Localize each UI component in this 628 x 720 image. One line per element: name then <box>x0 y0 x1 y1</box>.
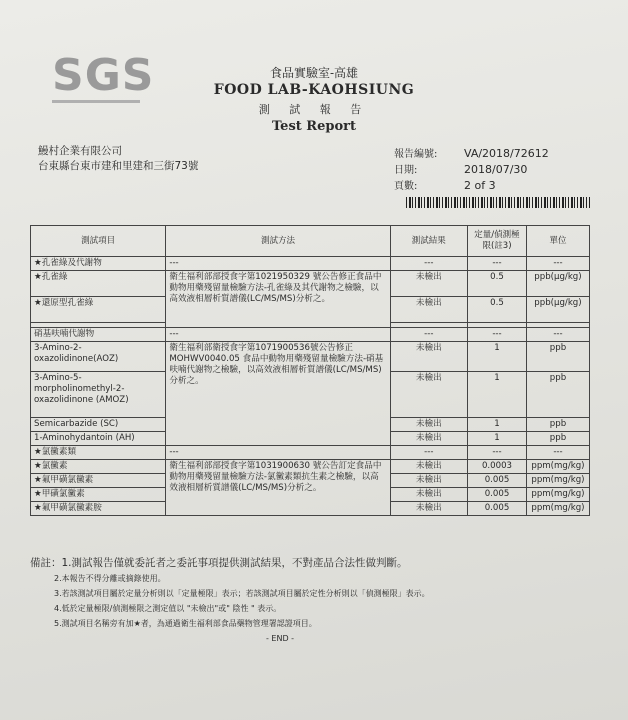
col-header-unit: 單位 <box>526 226 589 257</box>
cell-method: 衛生福利部部授食字第1021950329 號公告修正食品中動物用藥殘留量檢驗方法-孔雀綠及其代謝物之檢驗，以高效液相層析質譜儀(LC/MS/MS)分析之。 <box>166 271 390 328</box>
cell-limit: --- <box>468 328 527 342</box>
cell-unit: ppb <box>526 418 589 432</box>
cell-limit: 0.005 <box>468 488 527 502</box>
cell-limit: 1 <box>468 418 527 432</box>
cell-unit: ppb(μg/kg) <box>526 297 589 323</box>
results-table <box>30 225 590 516</box>
note-4: 4.低於定量極限/偵測極限之測定值以 "未檢出"或" 陰性 " 表示。 <box>54 604 282 613</box>
cell-limit: 0.0003 <box>468 460 527 474</box>
cell-item: 1-Aminohydantoin (AH) <box>31 432 166 446</box>
report-date-label: 日期: <box>394 165 418 176</box>
cell-limit: 1 <box>468 432 527 446</box>
cell-unit: --- <box>526 446 589 460</box>
cell-result: --- <box>390 328 467 342</box>
table-row <box>31 257 590 271</box>
cell-item: ★甲磺氯黴素 <box>31 488 166 502</box>
note-1 <box>30 556 590 571</box>
table-row <box>31 328 590 342</box>
cell-item: ★氟甲磺氯黴素胺 <box>31 502 166 516</box>
cell-result: 未檢出 <box>390 271 467 297</box>
note-5: 5.測試項目名稱旁有加★者，為通過衛生福利部食品藥物管理署認證項目。 <box>54 619 317 628</box>
cell-item: ★孔雀綠 <box>31 271 166 297</box>
note-3: 3.若該測試項目屬於定量分析則以「定量極限」表示；若該測試項目屬於定性分析則以「偵測極限」表示。 <box>54 589 430 598</box>
notes-label: 備註： <box>30 557 62 569</box>
cell-method: --- <box>166 446 390 460</box>
cell-limit: 0.005 <box>468 474 527 488</box>
cell-item: Semicarbazide (SC) <box>31 418 166 432</box>
cell-method: 衛生福利部部授食字第1031900630 號公告訂定食品中動物用藥殘留量檢驗方法-氯黴素類抗生素之檢驗，以高效液相層析質譜儀(LC/MS/MS)分析之。 <box>166 460 390 516</box>
client-name: 鰻村企業有限公司 <box>38 145 122 157</box>
client-address: 台東縣台東市建和里建和三街73號 <box>38 160 199 172</box>
cell-method: 衛生福利部衛授食字第1071900536號公告修正MOHWV0040.05 食品中動物用藥殘留量檢驗方法-硝基呋喃代謝物之檢驗，以高效液相層析質譜儀(LC/MS/MS)分析之。 <box>166 342 390 446</box>
report-page-label: 頁數: <box>394 181 418 192</box>
cell-item: ★孔雀綠及代謝物 <box>31 257 166 271</box>
notes-section <box>30 556 590 646</box>
cell-item: 3-Amino-2-oxazolidinone(AOZ) <box>31 342 166 372</box>
cell-item: ★氟甲磺氯黴素 <box>31 474 166 488</box>
report-title-en: Test Report <box>272 119 356 134</box>
cell-unit: ppm(mg/kg) <box>526 502 589 516</box>
note-1-text: 1.測試報告僅就委託者之委託事項提供測試結果，不對產品合法性做判斷。 <box>61 557 408 569</box>
cell-limit: --- <box>468 446 527 460</box>
cell-result: --- <box>390 257 467 271</box>
cell-result: 未檢出 <box>390 372 467 418</box>
table-row <box>31 271 590 297</box>
cell-unit: ppb <box>526 372 589 418</box>
cell-unit: ppm(mg/kg) <box>526 460 589 474</box>
cell-unit: --- <box>526 328 589 342</box>
report-page <box>394 177 496 192</box>
cell-limit: --- <box>468 257 527 271</box>
col-header-method: 測試方法 <box>166 226 390 257</box>
cell-result: 未檢出 <box>390 502 467 516</box>
cell-unit: ppb(μg/kg) <box>526 271 589 297</box>
cell-result: 未檢出 <box>390 297 467 323</box>
col-header-item: 測試項目 <box>31 226 166 257</box>
cell-item: ★氯黴素 <box>31 460 166 474</box>
report-number-value: VA/2018/72612 <box>464 147 549 160</box>
cell-limit: 1 <box>468 372 527 418</box>
cell-item: ★氯黴素類 <box>31 446 166 460</box>
cell-limit: 0.005 <box>468 502 527 516</box>
cell-result: --- <box>390 446 467 460</box>
report-number-label: 報告編號: <box>394 149 438 160</box>
lab-name-en: FOOD LAB-KAOHSIUNG <box>213 82 415 98</box>
cell-result: 未檢出 <box>390 342 467 372</box>
cell-limit: 0.5 <box>468 297 527 323</box>
cell-unit: ppm(mg/kg) <box>526 488 589 502</box>
cell-item: 硝基呋喃代謝物 <box>31 328 166 342</box>
report-title-zh: 測 試 報 告 <box>258 103 370 116</box>
report-date <box>394 161 527 176</box>
table-header-row <box>31 226 590 257</box>
cell-result: 未檢出 <box>390 460 467 474</box>
cell-item: ★還原型孔雀綠 <box>31 297 166 323</box>
cell-item: 3-Amino-5-morpholinomethyl-2-oxazolidinone (AMOZ) <box>31 372 166 418</box>
report-page-value: 2 of 3 <box>464 179 496 192</box>
end-marker: - END - <box>265 634 295 643</box>
cell-result: 未檢出 <box>390 474 467 488</box>
cell-result: 未檢出 <box>390 432 467 446</box>
table-row <box>31 342 590 372</box>
table-row <box>31 460 590 474</box>
cell-unit: --- <box>526 257 589 271</box>
col-header-limit: 定量/偵測極限(註3) <box>468 226 527 257</box>
cell-limit: 0.5 <box>468 271 527 297</box>
report-number <box>394 145 549 160</box>
lab-name-zh: 食品實驗室-高雄 <box>269 66 359 80</box>
sgs-logo: SGS <box>52 50 155 101</box>
table-row <box>31 446 590 460</box>
cell-result: 未檢出 <box>390 418 467 432</box>
note-2: 2.本報告不得分離或摘錄使用。 <box>54 574 166 583</box>
cell-method: --- <box>166 257 390 271</box>
col-header-result: 測試結果 <box>390 226 467 257</box>
report-date-value: 2018/07/30 <box>464 163 528 176</box>
cell-result: 未檢出 <box>390 488 467 502</box>
barcode <box>406 197 590 208</box>
cell-unit: ppb <box>526 432 589 446</box>
cell-method: --- <box>166 328 390 342</box>
cell-limit: 1 <box>468 342 527 372</box>
cell-unit: ppm(mg/kg) <box>526 474 589 488</box>
cell-unit: ppb <box>526 342 589 372</box>
